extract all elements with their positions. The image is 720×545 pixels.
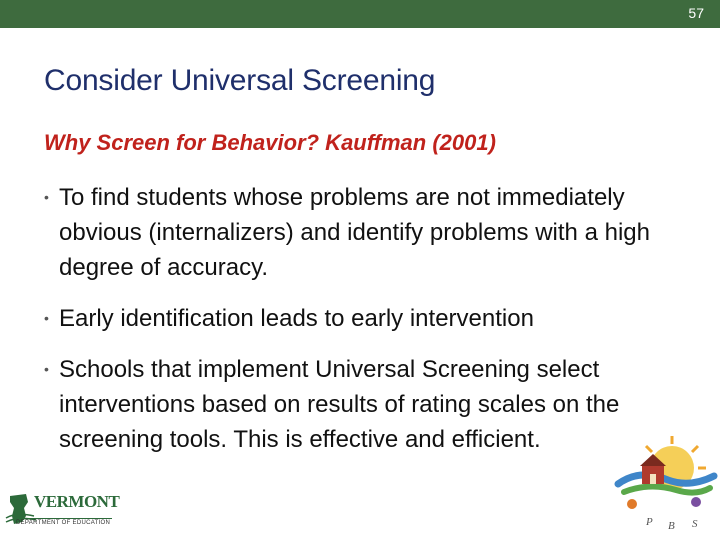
bullet-item [44, 352, 664, 457]
bullet-text: To find students whose problems are not immediately obvious (internalizers) and identify problems with a high degree of accuracy. [59, 184, 650, 281]
bullet-marker: • [44, 189, 49, 205]
pbs-letter: B [668, 520, 675, 532]
vermont-wordmark: VERMONT [34, 492, 120, 511]
vermont-underline [16, 518, 112, 519]
department-label: DEPARTMENT OF EDUCATION [16, 520, 111, 526]
bullet-text: Early identification leads to early intervention [59, 305, 534, 332]
vermont-education-logo [4, 492, 120, 536]
pbs-letter: P [646, 516, 653, 528]
bullet-text: Schools that implement Universal Screening select interventions based on results of rating scales on the screening tools. This is effective and efficient. [59, 356, 620, 453]
bullet-item [44, 301, 664, 336]
bullet-item [44, 180, 664, 285]
bullet-list [44, 180, 664, 473]
pbs-logo [610, 432, 720, 540]
slide-number: 57 [688, 5, 704, 21]
schoolhouse-sun-icon [610, 432, 720, 540]
bullet-marker: • [44, 361, 49, 377]
slide-subtitle: Why Screen for Behavior? Kauffman (2001) [44, 130, 496, 155]
slide-title: Consider Universal Screening [44, 64, 436, 97]
pbs-letter: S [692, 518, 698, 530]
top-bar [0, 0, 720, 28]
bullet-marker: • [44, 310, 49, 326]
